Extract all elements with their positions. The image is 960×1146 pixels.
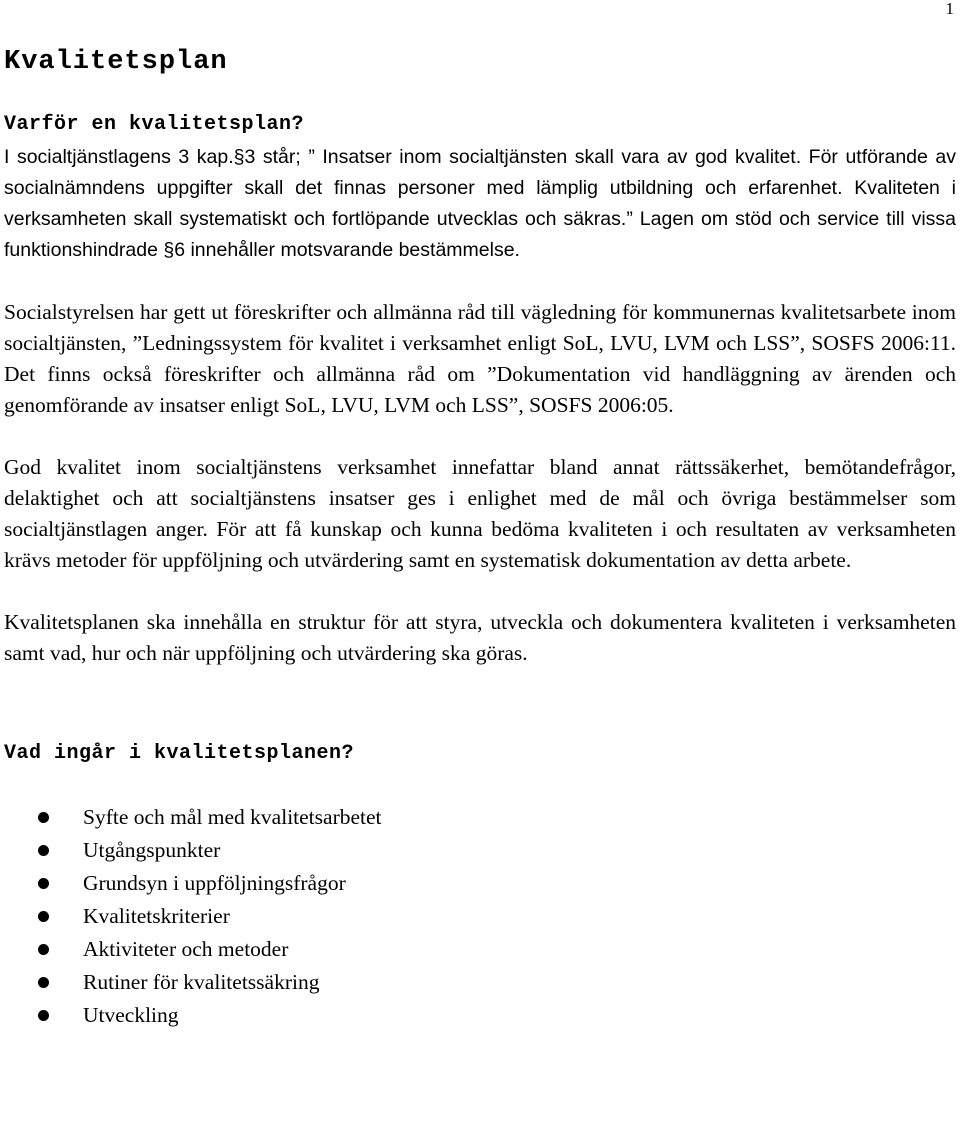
- list-item: [4, 801, 956, 834]
- section-heading-why: Varför en kvalitetsplan?: [4, 113, 305, 136]
- paragraph-good-quality: God kvalitet inom socialtjänstens verksamhet innefattar bland annat rättssäkerhet, bemötandefrågor, delaktighet och att socialtjänstens insatser ges i enlighet med de mål och övriga bestämmelser som socialtjänstlagen anger. För att få kunskap och kunna bedöma kvaliteten i och resultaten av verksamheten krävs metoder för uppföljning och utvärdering samt en systematisk dokumentation av detta arbete.: [4, 455, 956, 572]
- document-body: [4, 46, 956, 1032]
- document-title: Kvalitetsplan: [4, 47, 228, 77]
- list-item-text: Aktiviteter och metoder: [83, 937, 289, 961]
- contents-list: [4, 801, 956, 1032]
- list-item: [4, 834, 956, 867]
- bullet-icon: [38, 911, 49, 922]
- paragraph-quality-plan: Kvalitetsplanen ska innehålla en struktur för att styra, utveckla och dokumentera kvaliteten i verksamheten samt vad, hur och när uppföljning och utvärdering ska göras.: [4, 610, 956, 665]
- list-item: [4, 999, 956, 1032]
- list-item-text: Utveckling: [83, 1003, 179, 1027]
- bullet-icon: [38, 845, 49, 856]
- bullet-icon: [38, 878, 49, 889]
- section-spacer: [4, 669, 956, 741]
- section-heading-what: Vad ingår i kvalitetsplanen?: [4, 742, 355, 765]
- bullet-icon: [38, 812, 49, 823]
- bullet-icon: [38, 1010, 49, 1021]
- bullet-icon: [38, 977, 49, 988]
- list-item-text: Utgångspunkter: [83, 838, 221, 862]
- bullet-icon: [38, 944, 49, 955]
- list-item: [4, 966, 956, 999]
- list-item-text: Syfte och mål med kvalitetsarbetet: [83, 805, 382, 829]
- list-item: [4, 933, 956, 966]
- paragraph-law-quote: I socialtjänstlagens 3 kap.§3 står; ” Insatser inom socialtjänsten skall vara av god kvalitet. För utförande av socialnämndens uppgifter skall det finnas personer med lämplig utbildning och erfarenhet. Kvaliteten i verksamheten skall systematiskt och fortlöpande utvecklas och säkras.” Lagen om stöd och service till vissa funktionshindrade §6 innehåller motsvarande bestämmelse.: [4, 146, 956, 261]
- list-item-text: Grundsyn i uppföljningsfrågor: [83, 871, 346, 895]
- list-item: [4, 867, 956, 900]
- page-number: 1: [945, 0, 954, 18]
- list-item-text: Rutiner för kvalitetssäkring: [83, 970, 320, 994]
- list-item: [4, 900, 956, 933]
- paragraph-socialstyrelsen: Socialstyrelsen har gett ut föreskrifter och allmänna råd till vägledning för kommunernas kvalitetsarbete inom socialtjänsten, ”Ledningssystem för kvalitet i verksamhet enligt SoL, LVU, LVM och LSS”, SOSFS 2006:11. Det finns också föreskrifter och allmänna råd om ”Dokumentation vid handläggning av ärenden och genomförande av insatser enligt SoL, LVU, LVM och LSS”, SOSFS 2006:05.: [4, 300, 956, 417]
- list-item-text: Kvalitetskriterier: [83, 904, 230, 928]
